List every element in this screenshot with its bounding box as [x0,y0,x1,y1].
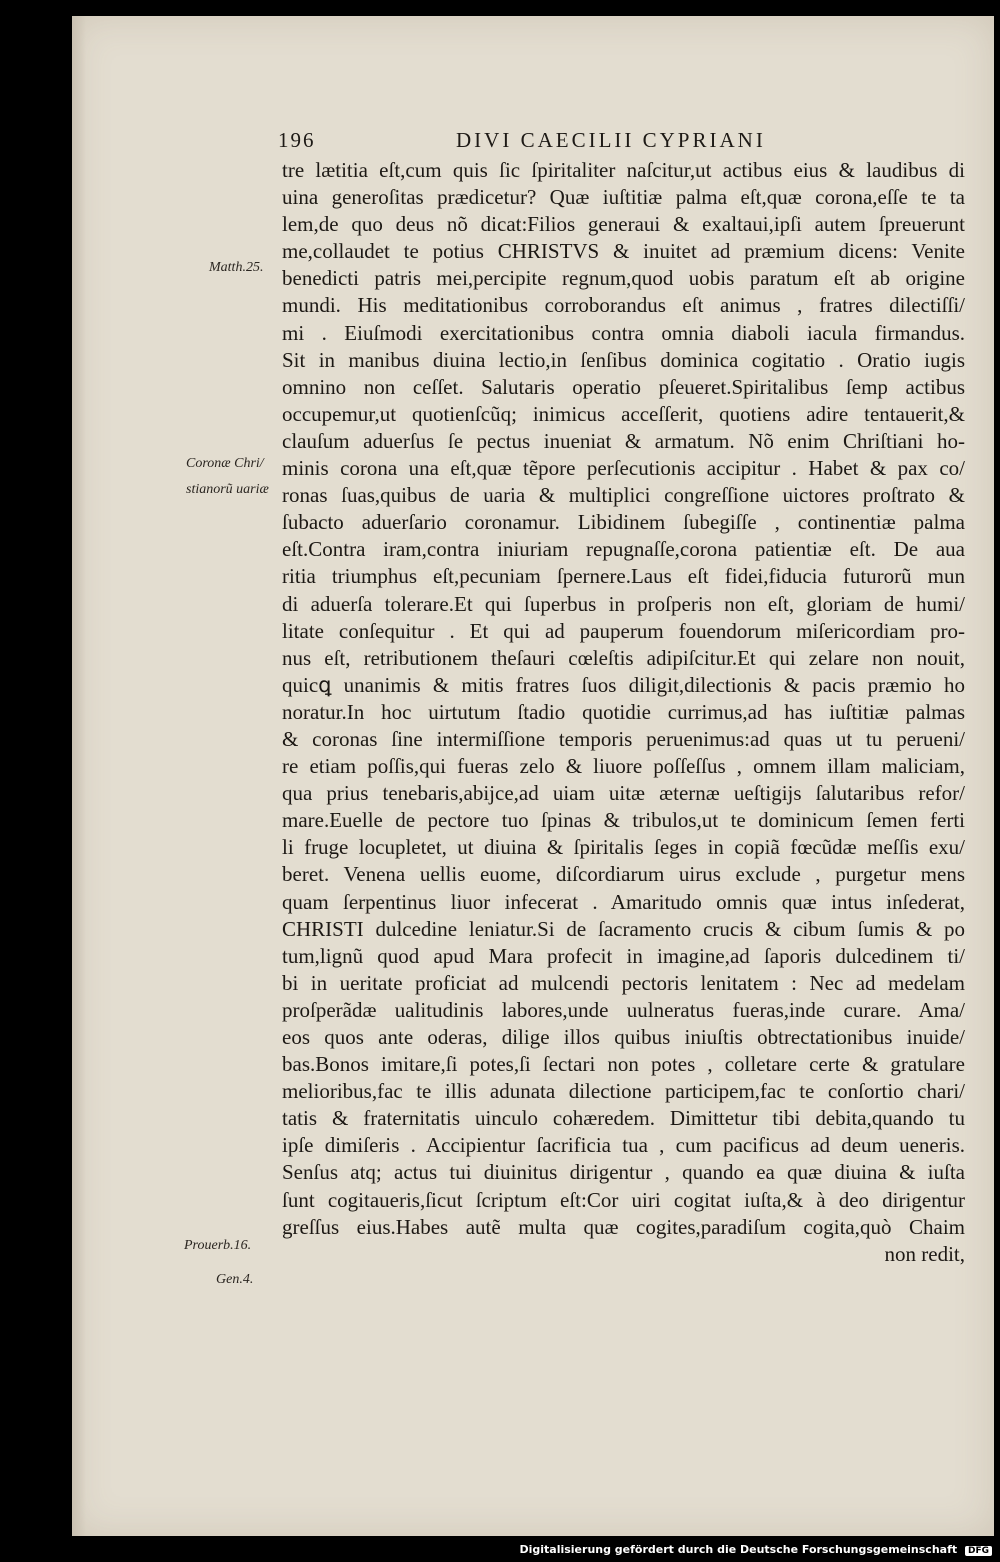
text-line: bas.Bonos imitare,ſi potes,ſi ſectari non potes , colletare certe & gratulare [282,1052,965,1077]
credit-text: Digitalisierung gefördert durch die Deutsche Forschungsgemeinschaft [519,1543,958,1556]
text-line: Senſus atq; actus tui diuinitus dirigentur , quando ea quæ diuina & iuſta [282,1160,965,1185]
text-line: quam ſerpentinus liuor infecerat . Amaritudo omnis quæ intus inſederat, [282,889,965,914]
text-line: re etiam poſſis,qui fueras zelo & liuore poſſeſſus , omnem illam maliciam, [282,754,965,779]
margin-note-coronae: Coronæ Chri/ [186,456,264,471]
dfg-logo: DFG [965,1546,992,1556]
text-line: beret. Venena uellis euome, diſcordiarum uirus exclude , purgetur mens [282,862,965,887]
text-line: noratur.In hoc uirtutum ſtadio quotidie currimus,ad has iuſtitiæ palmas [282,699,965,724]
text-line: uina generoſitas prædicetur? Quæ iuſtitiæ palma eſt,quæ corona,eſſe te ta [282,185,965,210]
text-line: greſſus eius.Habes autẽ multa quæ cogites,paradiſum cogita,quò Chaim [282,1214,965,1239]
text-line: minis corona una eſt,quæ tẽpore perſecutionis accipitur . Habet & pax co/ [282,456,965,481]
text-line: nus eſt, retributionem theſauri cœleſtis adipiſcitur.Et qui zelare non nouit, [282,645,965,670]
text-line: tre lætitia eſt,cum quis ſic ſpiritaliter naſcitur,ut actibus eius & laudibus di [282,158,965,182]
text-line: ipſe dimiſeris . Accipientur ſacrificia tua , cum pacificus ad deum ueneris. [282,1133,965,1158]
text-line: bi in ueritate proficiat ad mulcendi pectoris lenitatem : Nec ad medelam [282,970,965,995]
text-line: tum,lignũ quod apud Mara profecit in imagine,ad ſaporis dulcedinem ti/ [282,943,965,968]
page-edge [72,16,86,1536]
text-line: qua prius tenebaris,abijce,ad uiam uitæ æternæ ueſtigijs ſalutaribus refor/ [282,781,965,806]
text-line: li fruge locupletet, ut diuina & ſpiritalis ſeges in copiã fœcũdæ meſſis exu/ [282,835,965,860]
text-line: benedicti patris mei,percipite regnum,quod uobis paratum eſt ab origine [282,266,965,291]
text-line: proſperãdæ ualitudinis labores,unde uulneratus fueras,inde curare. Ama/ [282,997,965,1022]
text-line: mundi. His meditationibus corroborandus eſt animus , fratres dilectiſſi/ [282,293,965,318]
page-number: 196 [278,128,316,152]
text-line: ſunt cogitaueris,ſicut ſcriptum eſt:Cor uiri cogitat iuſta,& à deo dirigentur [282,1187,965,1212]
text-line: tatis & fraternitatis uinculo cohæredem. Dimittetur tibi debita,quando tu [282,1106,965,1131]
margin-note-matth: Matth.25. [209,260,264,275]
margin-note-prouerb: Prouerb.16. [184,1238,252,1253]
text-line-catchword: non redit, [884,1241,965,1266]
text-line: eos quos ante oderas, dilige illos quibus iniuſtis obtrectationibus inuide/ [282,1025,965,1049]
text-line: & coronas ſine intermiſſione temporis peruenimus:ad quas ut tu perueni/ [282,726,965,751]
text-line: eſt.Contra iram,contra iniuriam repugnaſſe,corona patientiæ eſt. De aua [282,537,965,562]
margin-note-gen: Gen.4. [216,1272,254,1287]
text-line: clauſum aduerſus ſe pectus inueniat & armatum. Nõ enim Chriſtiani ho- [282,428,965,453]
text-line: occupemur,ut quotienſcũq; inimicus acceſſerit, quotiens adire tentauerit,& [282,401,965,426]
running-head: DIVI CAECILII CYPRIANI [456,128,766,152]
text-line: ronas ſuas,quibus de uaria & multiplici congreſſione uictores proſtrato & [282,483,965,508]
text-line: ſubacto aduerſario coronamur. Libidinem ſubegiſſe , continentiæ palma [282,510,965,535]
text-line: CHRISTI dulcedine leniatur.Si de ſacramento crucis & cibum ſumis & po [282,916,965,941]
text-line: melioribus,fac te illis adunata dilectione participem,fac te conſortio chari/ [282,1079,965,1104]
text-line: ritia triumphus eſt,pecuniam ſpernere.Laus eſt fidei,fiducia futurorũ mun [282,564,965,589]
text-line: mi . Eiuſmodi exercitationibus contra omnia diaboli iacula firmandus. [282,320,965,345]
text-line: litate conſequitur . Et qui ad pauperum fouendorum miſericordiam pro- [282,618,965,643]
text-line: omnino non ceſſet. Salutaris operatio pſeueret.Spiritalibus ſemp actibus [282,374,965,399]
margin-note-christianorum: stianorũ uariæ [186,482,269,497]
text-line: di aduerſa tolerare.Et qui ſuperbus in proſperis non eſt, gloriam de humi/ [282,591,965,616]
text-body [282,157,965,1268]
text-line: lem,de quo deus nõ dicat:Filios generaui & exaltaui,ipſi autem ſpreuerunt [282,212,965,237]
text-line: quicꝗ unanimis & mitis fratres ſuos diligit,dilectionis & pacis præmio ho [282,672,965,697]
text-line: mare.Euelle de pectore tuo ſpinas & tribulos,ut te dominicum ſemen ferti [282,808,965,833]
page-header [278,128,988,154]
digitization-credit [519,1543,992,1556]
text-line: me,collaudet te potius CHRISTVS & inuitet ad præmium dicens: Venite [282,239,965,264]
text-line: Sit in manibus diuina lectio,in ſenſibus dominica cogitatio . Oratio iugis [282,347,965,372]
